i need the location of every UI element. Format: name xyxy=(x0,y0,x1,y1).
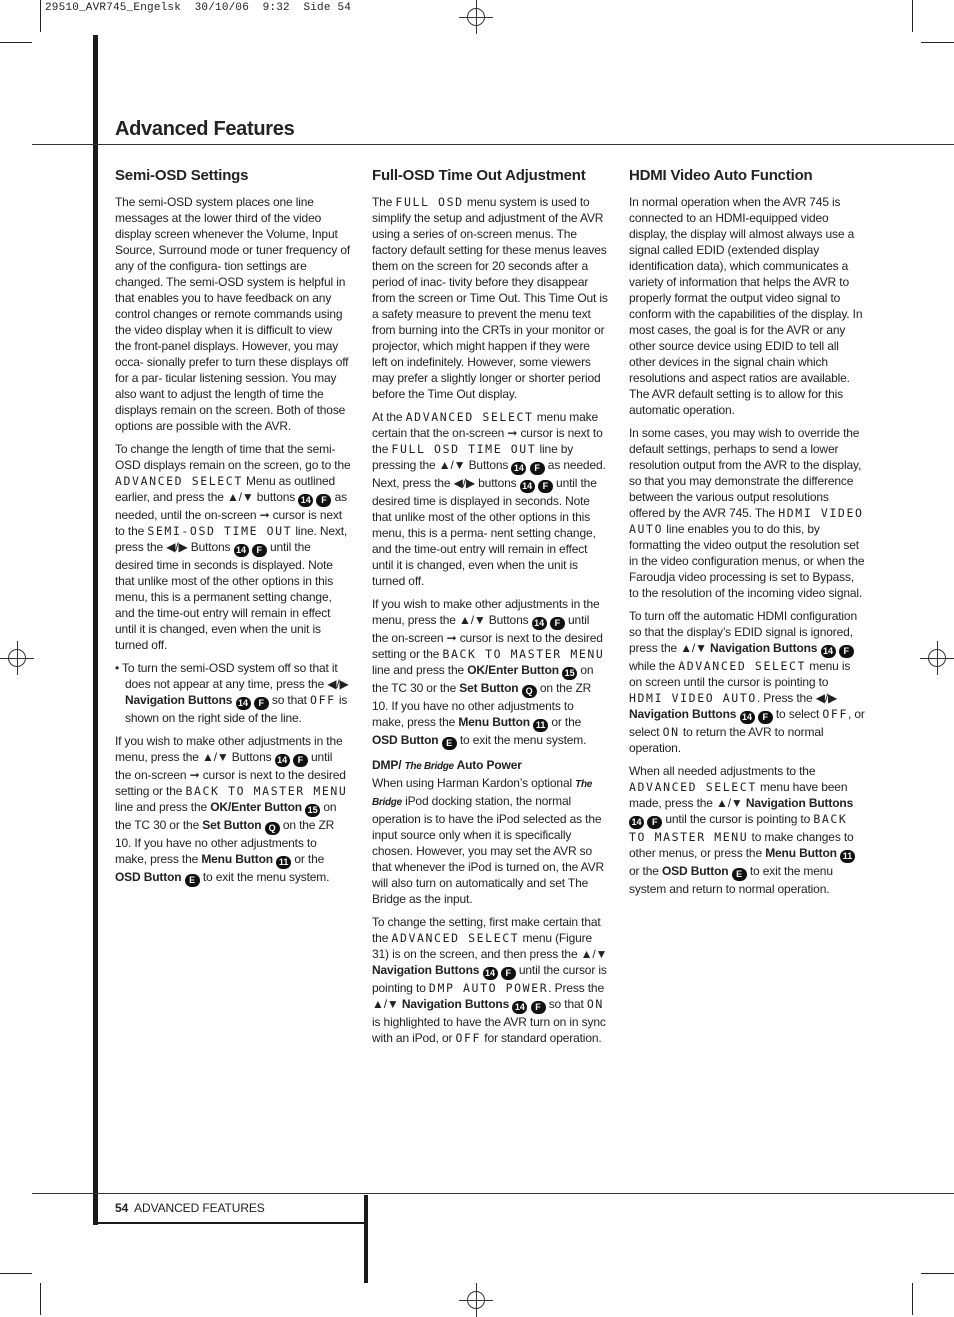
paragraph: To turn off the automatic HDMI configuration so that the display’s EDID signal is ignored, press the ▲/▼ Navigation Buttons 14 F while the ADVANCED SELECT menu is on screen until the cursor is pointing to HDMI VIDEO AUTO. Press the ◀/▶ Navigation Buttons 14 F to select OFF, or select ON to return the AVR to normal operation. xyxy=(629,609,865,755)
button-14-icon: 14 xyxy=(821,645,836,658)
button-14-icon: 14 xyxy=(740,711,755,724)
button-e-icon: E xyxy=(185,874,200,887)
button-f-icon: F xyxy=(293,754,308,767)
osd-text: ADVANCED SELECT xyxy=(115,474,243,488)
page-footer xyxy=(115,1201,265,1215)
osd-text: OFF xyxy=(310,693,336,707)
column-full-osd xyxy=(372,167,608,1053)
footer-vertical-bar xyxy=(364,1195,368,1283)
crop-mark xyxy=(0,42,32,43)
button-14-icon: 14 xyxy=(236,697,251,710)
button-f-icon: F xyxy=(254,697,269,710)
button-14-icon: 14 xyxy=(512,1001,527,1014)
osd-text: ADVANCED SELECT xyxy=(629,780,757,794)
paragraph: In normal operation when the AVR 745 is connected to an HDMI-equipped video display, the display will almost always use a signal called EDID (extended display identification data), which communicates a variety of information that helps the AVR to properly format the output video signal to conform with the capabilities of the display. In most cases, the goal is for the AVR or any other source device using EDID to tell all other devices in the signal chain which resolutions and aspect ratios are available. The AVR default setting is to allow for this automatic operation. xyxy=(629,195,863,417)
bullet-item: • To turn the semi-OSD system off so that it does not appear at any time, press the ◀/▶ Navigation Buttons 14 F so that OFF is shown on the right side of the line. xyxy=(115,661,349,725)
page-number: 54 xyxy=(115,1201,129,1215)
paragraph: When all needed adjustments to the ADVANCED SELECT menu have been made, press the ▲/▼ Navigation Buttons 14 F until the cursor is pointing to BACK TO MASTER MENU to make changes to other menus, or press the Menu Button 11 or the OSD Button E to exit the menu system and return to normal operation. xyxy=(629,764,854,896)
registration-mark-icon xyxy=(920,641,954,675)
osd-text: ADVANCED SELECT xyxy=(391,931,520,945)
crop-mark xyxy=(40,0,41,32)
button-f-icon: F xyxy=(316,494,331,507)
button-f-icon: F xyxy=(758,711,773,724)
paragraph: If you wish to make other adjustments in the menu, press the ▲/▼ Buttons 14 F until the on-screen ➞ cursor is next to the desired setting or the BACK TO MASTER MENU line and press the OK/Enter Button 15 on the TC 30 or the Set Button Q on the ZR 10. If you have no other adjustments to make, press the Menu Button 11 or the OSD Button E to exit the menu system. xyxy=(115,734,348,885)
button-15-icon: 15 xyxy=(305,804,320,817)
crop-mark xyxy=(40,1283,41,1315)
button-q-icon: Q xyxy=(265,822,280,835)
footer-rule xyxy=(32,1193,954,1194)
osd-text: OFF xyxy=(822,707,848,721)
paragraph: To change the length of time that the semi-OSD displays remain on the screen, go to the ADVANCED SELECT Menu as outlined earlier, and press the ▲/▼ buttons 14 F as needed, until the on-screen ➞ cursor is next to the SEMI-OSD TIME OUT line. Next, press the ◀/▶ Buttons 14 F until the desired time in seconds is displayed. Note that unlike most of the other options in this menu, this is a permanent setting change, and the time-out entry will remain in effect until it is changed, even when the unit is turned off. xyxy=(115,442,351,652)
registration-mark-icon xyxy=(0,641,34,675)
button-f-icon: F xyxy=(531,1001,546,1014)
the-bridge-logo: The Bridge xyxy=(372,779,593,808)
button-f-icon: F xyxy=(538,480,553,493)
section-heading: HDMI Video Auto Function xyxy=(629,167,813,184)
section-heading: Semi-OSD Settings xyxy=(115,167,249,184)
crop-mark xyxy=(0,1273,32,1274)
button-f-icon: F xyxy=(501,967,516,980)
left-margin-bar xyxy=(93,35,98,1225)
button-14-icon: 14 xyxy=(298,494,313,507)
crop-mark xyxy=(912,0,913,32)
button-14-icon: 14 xyxy=(629,816,644,829)
subheading: DMP/ The Bridge Auto Power xyxy=(372,758,522,772)
paragraph: If you wish to make other adjustments in the menu, press the ▲/▼ Buttons 14 F until the on-screen ➞ cursor is next to the desired setting or the BACK TO MASTER MENU line and press the OK/Enter Button 15 on the TC 30 or the Set Button Q on the ZR 10. If you have no other adjustments to make, press the Menu Button 11 or the OSD Button E to exit the menu system. xyxy=(372,597,605,748)
osd-text: ON xyxy=(586,997,604,1011)
column-hdmi-video-auto xyxy=(629,167,865,904)
button-14-icon: 14 xyxy=(511,462,526,475)
paragraph: To change the setting, first make certain that the ADVANCED SELECT menu (Figure 31) is on the screen, and then press the ▲/▼ Navigation Buttons 14 F until the cursor is pointing to DMP AUTO POWER. Press the ▲/▼ Navigation Buttons 14 F so that ON is highlighted to have the AVR turn on in sync with an iPod, or OFF for standard operation. xyxy=(372,915,608,1045)
section-heading: Full-OSD Time Out Adjustment xyxy=(372,167,586,184)
button-14-icon: 14 xyxy=(532,617,547,630)
button-f-icon: F xyxy=(839,645,854,658)
osd-text: DMP AUTO POWER xyxy=(428,981,549,995)
button-15-icon: 15 xyxy=(562,667,577,680)
button-14-icon: 14 xyxy=(483,967,498,980)
paragraph: In some cases, you may wish to override the default settings, perhaps to send a lower resolution output from the AVR to the display, so that you may demonstrate the difference between the various output resolutions offered by the AVR 745. The HDMI VIDEO AUTO line enables you to do this, by formatting the video output the resolution set in the video configuration menus, or when the Faroudja video processing is set to Bypass, to the resolution of the incoming video signal. xyxy=(629,426,865,600)
osd-text: ADVANCED SELECT xyxy=(405,410,534,424)
osd-text: OFF xyxy=(455,1031,482,1045)
button-11-icon: 11 xyxy=(533,719,548,732)
crop-mark xyxy=(912,1283,913,1315)
button-11-icon: 11 xyxy=(276,856,291,869)
footer-underline xyxy=(98,1222,366,1224)
paragraph: The FULL OSD menu system is used to simplify the setup and adjustment of the AVR using a series of on-screen menus. The factory default setting for these menus leaves them on the screen for 20 seconds after a period of inac- tivity before they disappear from the screen or Time Out. This Time Out is a safety measure to prevent the menu text from burning into the CRTs in your monitor or projector, which might happen if they were left on indefinitely. However, some viewers may prefer a slightly longer or shorter period before the Time Out display. xyxy=(372,195,608,401)
button-f-icon: F xyxy=(530,462,545,475)
osd-text: HDMI VIDEO AUTO xyxy=(629,506,864,536)
button-f-icon: F xyxy=(252,544,267,557)
print-slug: 29510_AVR745_Engelsk 30/10/06 9:32 Side 54 xyxy=(45,2,352,14)
column-semi-osd xyxy=(115,167,351,894)
header-rule xyxy=(32,144,954,145)
osd-text: FULL OSD xyxy=(395,195,464,209)
button-11-icon: 11 xyxy=(840,850,855,863)
registration-mark-icon xyxy=(459,0,493,34)
button-e-icon: E xyxy=(442,737,457,750)
osd-text: FULL OSD TIME OUT xyxy=(391,442,537,456)
the-bridge-logo: The Bridge xyxy=(404,761,454,772)
button-q-icon: Q xyxy=(522,685,537,698)
page-title: Advanced Features xyxy=(115,118,295,140)
osd-text: BACK TO MASTER MENU xyxy=(185,784,348,798)
osd-text: SEMI-OSD TIME OUT xyxy=(147,524,293,538)
button-e-icon: E xyxy=(732,868,747,881)
button-14-icon: 14 xyxy=(275,754,290,767)
paragraph: At the ADVANCED SELECT menu make certain that the on-screen ➞ cursor is next to the FULL OSD TIME OUT line by pressing the ▲/▼ Buttons 14 F as needed. Next, press the ◀/▶ buttons 14 F until the desired time is displayed in seconds. Note that unlike most of the other options in this menu, this is a perma- nent setting change, and the time-out entry will remain in effect until it is changed, even when the unit is turned off. xyxy=(372,410,606,588)
footer-section: ADVANCED FEATURES xyxy=(134,1201,265,1215)
button-14-icon: 14 xyxy=(520,480,535,493)
paragraph: When using Harman Kardon’s optional The Bridge iPod docking station, the normal operation is to have the iPod selected as the input source only when it is specifically chosen. However, you may set the AVR so that whenever the iPod is turned on, the AVR will also turn on automatically and set The Bridge as the input. xyxy=(372,776,604,906)
osd-text: ON xyxy=(662,725,680,739)
crop-mark xyxy=(921,42,954,43)
osd-text: HDMI VIDEO AUTO xyxy=(629,691,757,705)
button-14-icon: 14 xyxy=(234,544,249,557)
button-f-icon: F xyxy=(550,617,565,630)
osd-text: BACK TO MASTER MENU xyxy=(442,647,605,661)
crop-mark xyxy=(921,1273,954,1274)
button-f-icon: F xyxy=(647,816,662,829)
paragraph: The semi-OSD system places one line messages at the lower third of the video display screen whenever the Volume, Input Source, Surround mode or tuner frequency of any of the configura- tion settings are changed. The semi-OSD system is helpful in that enables you to have feedback on any control changes or remote commands using the video display when it is difficult to view the front-panel displays. However, you may occa- sionally prefer to turn these displays off for a par- ticular listening session. You may also want to adjust the length of time the displays remain on the screen. Both of those options are possible with the AVR. xyxy=(115,195,351,433)
osd-text: ADVANCED SELECT xyxy=(678,659,807,673)
registration-mark-icon xyxy=(459,1283,493,1317)
osd-text: BACK TO MASTER MENU xyxy=(629,812,848,844)
